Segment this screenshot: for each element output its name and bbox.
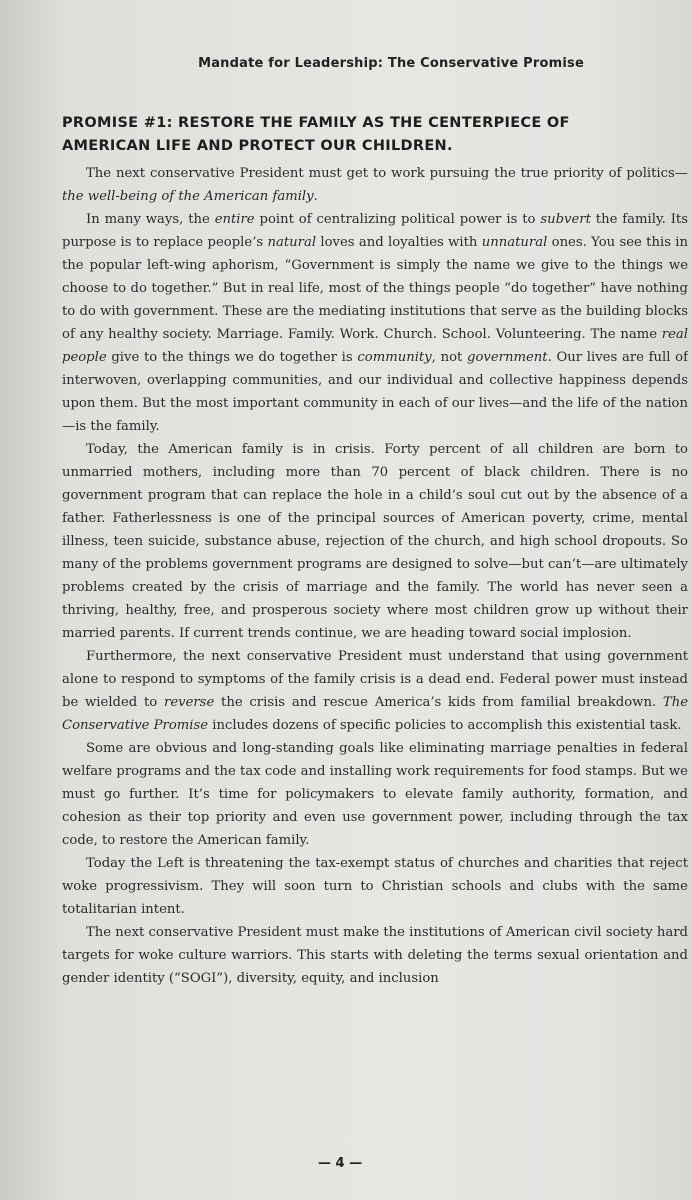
paragraph-1: The next conservative President must get to work pursuing the true priority of politics—the well-being of the American family. [62, 166, 688, 204]
section-heading: PROMISE #1: RESTORE THE FAMILY AS THE CENTERPIECE OF AMERICAN LIFE AND PROTECT OUR CHILDREN. [62, 115, 570, 154]
paragraph-4: Furthermore, the next conservative President must understand that using government alone to respond to symptoms of the family crisis is a dead end. Federal power must instead be wielded to reverse the crisis and rescue America’s kids from familial breakdown. The Conservative Promise includes dozens of specific policies to accomplish this existential task. [62, 649, 688, 733]
paragraph-2: In many ways, the entire point of centralizing political power is to subvert the family. Its purpose is to replace people’s natural loves and loyalties with unnatural ones. You see this in the popular left-wing aphorism, “Government is simply the name we give to the things we choose to do together.” But in real life, most of the things people “do together” have nothing to do with government. These are the mediating institutions that serve as the building blocks of any healthy society. Marriage. Family. Work. Church. School. Volunteering. The name real people give to the things we do together is community, not government. Our lives are full of interwoven, overlapping communities, and our individual and collective happiness depends upon them. But the most important community in each of our lives—and the life of the nation—is the family. [62, 212, 688, 434]
page-number: — 4 — [318, 1156, 363, 1171]
paragraph-6: Today the Left is threatening the tax-exempt status of churches and charities that reject woke progressivism. They will soon turn to Christian schools and clubs with the same totalitarian intent. [62, 856, 688, 917]
paragraph-3: Today, the American family is in crisis. Forty percent of all children are born to unmarried mothers, including more than 70 percent of black children. There is no government program that can replace the hole in a child’s soul cut out by the absence of a father. Fatherlessness is one of the principal sources of American poverty, crime, mental illness, teen suicide, substance abuse, rejection of the church, and high school dropouts. So many of the problems government programs are designed to solve—but can’t—are ultimately problems created by the crisis of marriage and the family. The world has never seen a thriving, healthy, free, and prosperous society where most children grow up without their married parents. If current trends continue, we are heading toward social implosion. [62, 442, 688, 641]
page-content [62, 112, 688, 1152]
running-header: Mandate for Leadership: The Conservative Promise [198, 56, 584, 71]
paragraph-5: Some are obvious and long-standing goals like eliminating marriage penalties in federal welfare programs and the tax code and installing work requirements for food stamps. But we must go further. It’s time for policymakers to elevate family authority, formation, and cohesion as their top priority and even use government power, including through the tax code, to restore the American family. [62, 741, 688, 848]
paragraph-7: The next conservative President must make the institutions of American civil society hard targets for woke culture warriors. This starts with deleting the terms sexual orientation and gender identity (“SOGI”), diversity, equity, and inclusion [62, 925, 688, 986]
